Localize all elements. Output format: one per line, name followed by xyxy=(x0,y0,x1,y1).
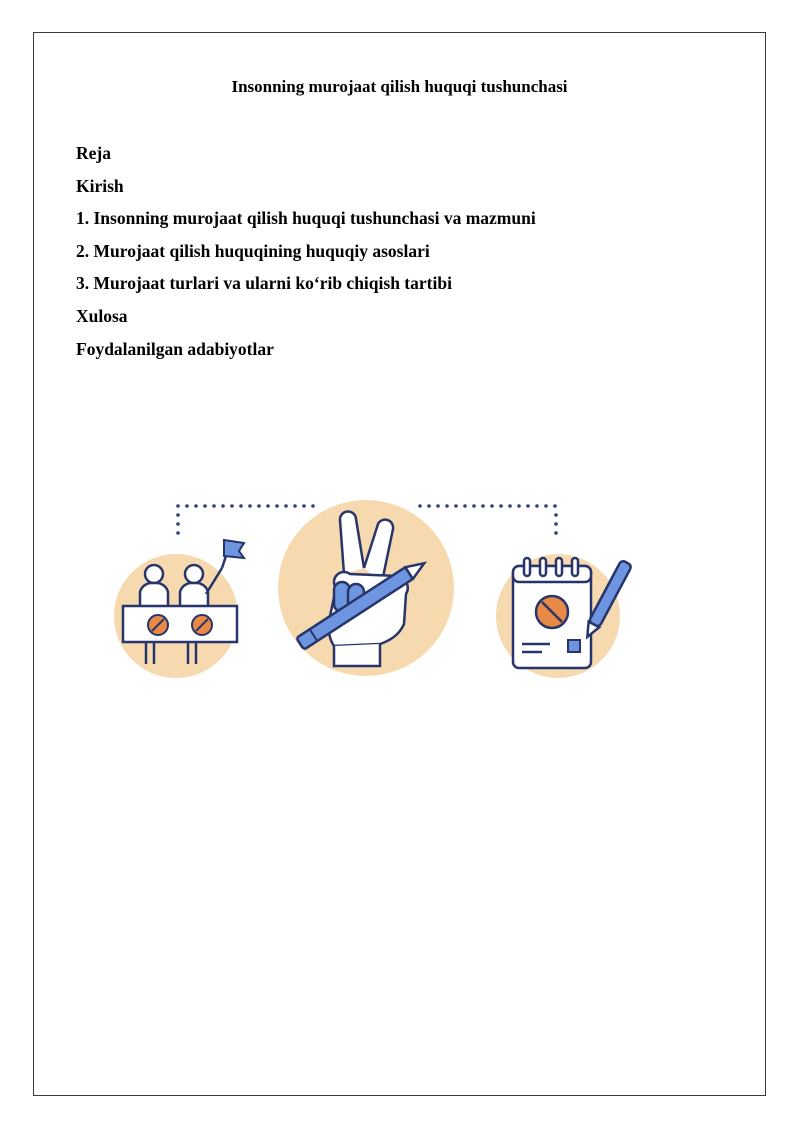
toc-item-section-3: 3. Murojaat turlari va ularni ko‘rib chiqish tartibi xyxy=(76,273,452,294)
toc-item-section-2: 2. Murojaat qilish huquqining huquqiy asoslari xyxy=(76,240,430,261)
toc-item-kirish: Kirish xyxy=(76,175,124,196)
toc-item-adabiyotlar: Foydalanilgan adabiyotlar xyxy=(76,338,274,359)
illustration xyxy=(108,498,638,678)
protest-people-icon xyxy=(114,540,244,678)
toc-heading-reja: Reja xyxy=(76,143,111,163)
notepad-ban-icon xyxy=(496,554,632,678)
victory-hand-pencil-icon xyxy=(278,500,454,676)
table-of-contents xyxy=(76,142,536,370)
toc-item-section-1: 1. Insonning murojaat qilish huquqi tushunchasi va mazmuni xyxy=(76,208,536,229)
document-title: Insonning murojaat qilish huquqi tushunchasi xyxy=(231,77,568,96)
toc-item-xulosa: Xulosa xyxy=(76,305,128,326)
